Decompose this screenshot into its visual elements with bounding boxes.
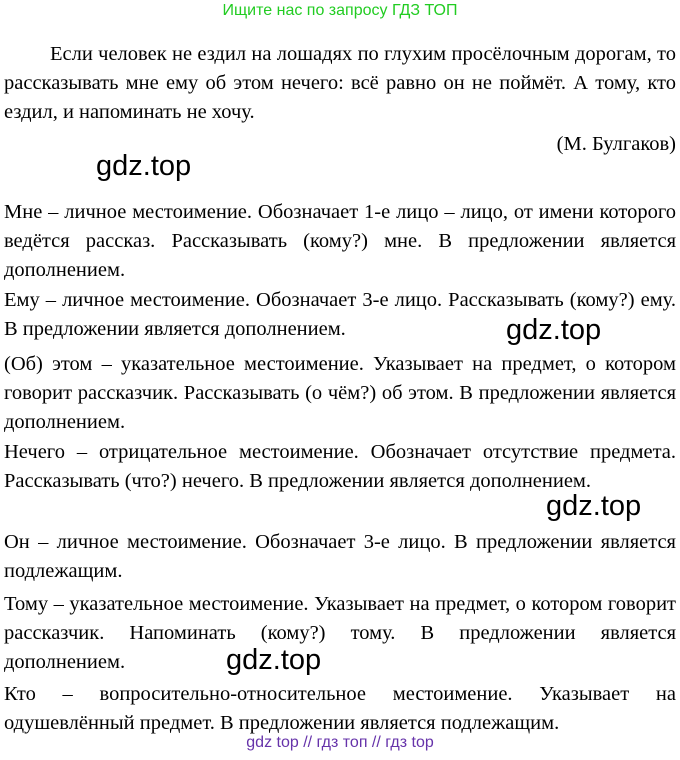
analysis-paragraph: Ему – личное местоимение. Обозначает 3-е лицо. Рассказывать (кому?) ему. В предложении является дополнением. <box>4 289 676 340</box>
analysis-paragraph: Кто – вопросительно-относительное местоимение. Указывает на одушевлённый предмет. В предложении является подлежащим. <box>4 683 676 734</box>
quote-text: Если человек не ездил на лошадях по глухим просёлочным дорогам, то рассказывать мне ему об этом нечего: всё равно он не поймёт. А тому, кто ездил, и напоминать не хочу. <box>4 43 676 123</box>
watermark: gdz.top <box>546 490 642 522</box>
analysis-paragraph: Тому – указательное местоимение. Указывает на предмет, о котором говорит рассказчик. Напоминать (кому?) тому. В предложении является дополнением. <box>4 593 676 673</box>
analysis-paragraph: Нечего – отрицательное местоимение. Обозначает отсутствие предмета. Рассказывать (что?) нечего. В предложении является дополнением. <box>4 441 676 492</box>
analysis-paragraph: Он – личное местоимение. Обозначает 3-е лицо. В предложении является подлежащим. <box>4 531 676 582</box>
footer-links: gdz top // гдз топ // гдз top <box>246 734 434 751</box>
watermark: gdz.top <box>226 644 322 676</box>
watermark: gdz.top <box>506 314 602 346</box>
analysis-paragraph: Мне – личное местоимение. Обозначает 1-е лицо – лицо, от имени которого ведётся рассказ. Рассказывать (кому?) мне. В предложении является дополнением. <box>4 201 676 281</box>
search-banner: Ищите нас по запросу ГДЗ ТОП <box>222 2 458 19</box>
analysis-paragraph: (Об) этом – указательное местоимение. Указывает на предмет, о котором говорит рассказчик. Рассказывать (о чём?) об этом. В предложении является дополнением. <box>4 353 676 433</box>
watermark: gdz.top <box>96 150 192 182</box>
quote-author: (М. Булгаков) <box>556 133 676 155</box>
